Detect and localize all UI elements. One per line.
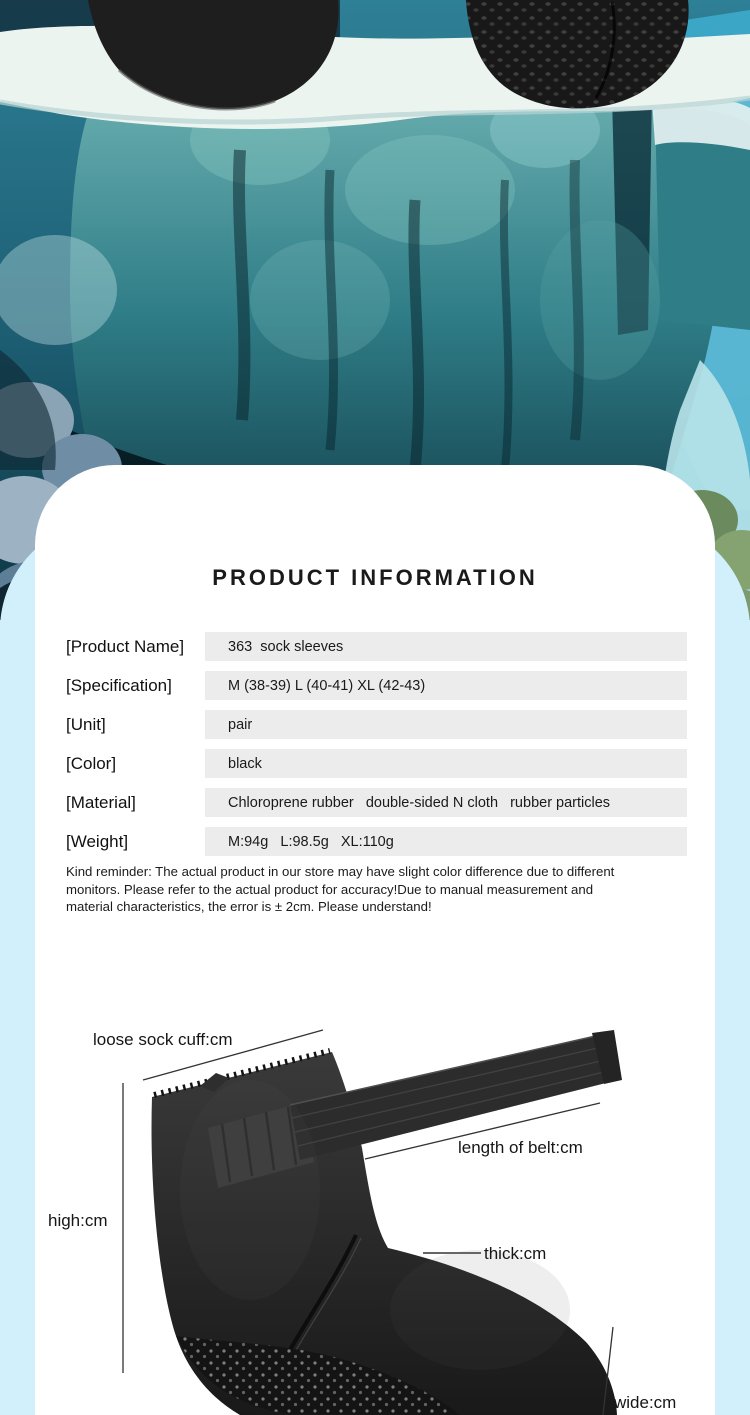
spec-value: M (38-39) L (40-41) XL (42-43) — [228, 677, 426, 694]
spec-label: [Specification] — [66, 675, 172, 695]
spec-row-material — [66, 788, 687, 817]
spec-label: [Unit] — [66, 714, 106, 734]
reminder-line: monitors. Please refer to the actual product for accuracy!Due to manual measurement and — [66, 881, 594, 897]
spec-label: [Material] — [66, 792, 136, 812]
page-title: PRODUCT INFORMATION — [212, 565, 538, 590]
spec-value-bar — [205, 788, 687, 817]
spec-table — [66, 632, 687, 866]
spec-value-bar — [205, 710, 687, 739]
spec-row-color — [66, 749, 687, 778]
spec-value-bar — [205, 671, 687, 700]
reminder-line: material characteristics, the error is ± 2cm. Please understand! — [66, 899, 432, 914]
belt-dimension-label: length of belt:cm — [458, 1138, 583, 1157]
kind-reminder-text — [66, 863, 711, 916]
sock-measurement-graphic — [0, 1000, 750, 1415]
spec-row-unit — [66, 710, 687, 739]
reminder-line: Kind reminder: The actual product in our store may have slight color difference due to different — [66, 864, 615, 879]
spec-label: [Weight] — [66, 831, 129, 851]
spec-row-specification — [66, 671, 687, 700]
wide-dimension-label: wide:cm — [614, 1393, 677, 1412]
thick-dimension-label: thick:cm — [484, 1244, 547, 1263]
high-dimension-label: high:cm — [48, 1211, 108, 1230]
spec-value: black — [228, 755, 262, 772]
size-diagram — [0, 1000, 750, 1415]
spec-value-bar — [205, 632, 687, 661]
spec-value: Chloroprene rubber double-sided N cloth rubber particles — [228, 794, 611, 811]
spec-value-bar — [205, 827, 687, 856]
spec-value: pair — [228, 716, 253, 733]
spec-value: 363 sock sleeves — [228, 638, 344, 655]
cuff-dimension-label: loose sock cuff:cm — [93, 1030, 233, 1049]
spec-label: [Product Name] — [66, 636, 185, 656]
spec-row-product-name — [66, 632, 687, 661]
spec-value: M:94g L:98.5g XL:110g — [228, 833, 394, 850]
spec-value-bar — [205, 749, 687, 778]
spec-row-weight — [66, 827, 687, 856]
spec-label: [Color] — [66, 753, 117, 773]
